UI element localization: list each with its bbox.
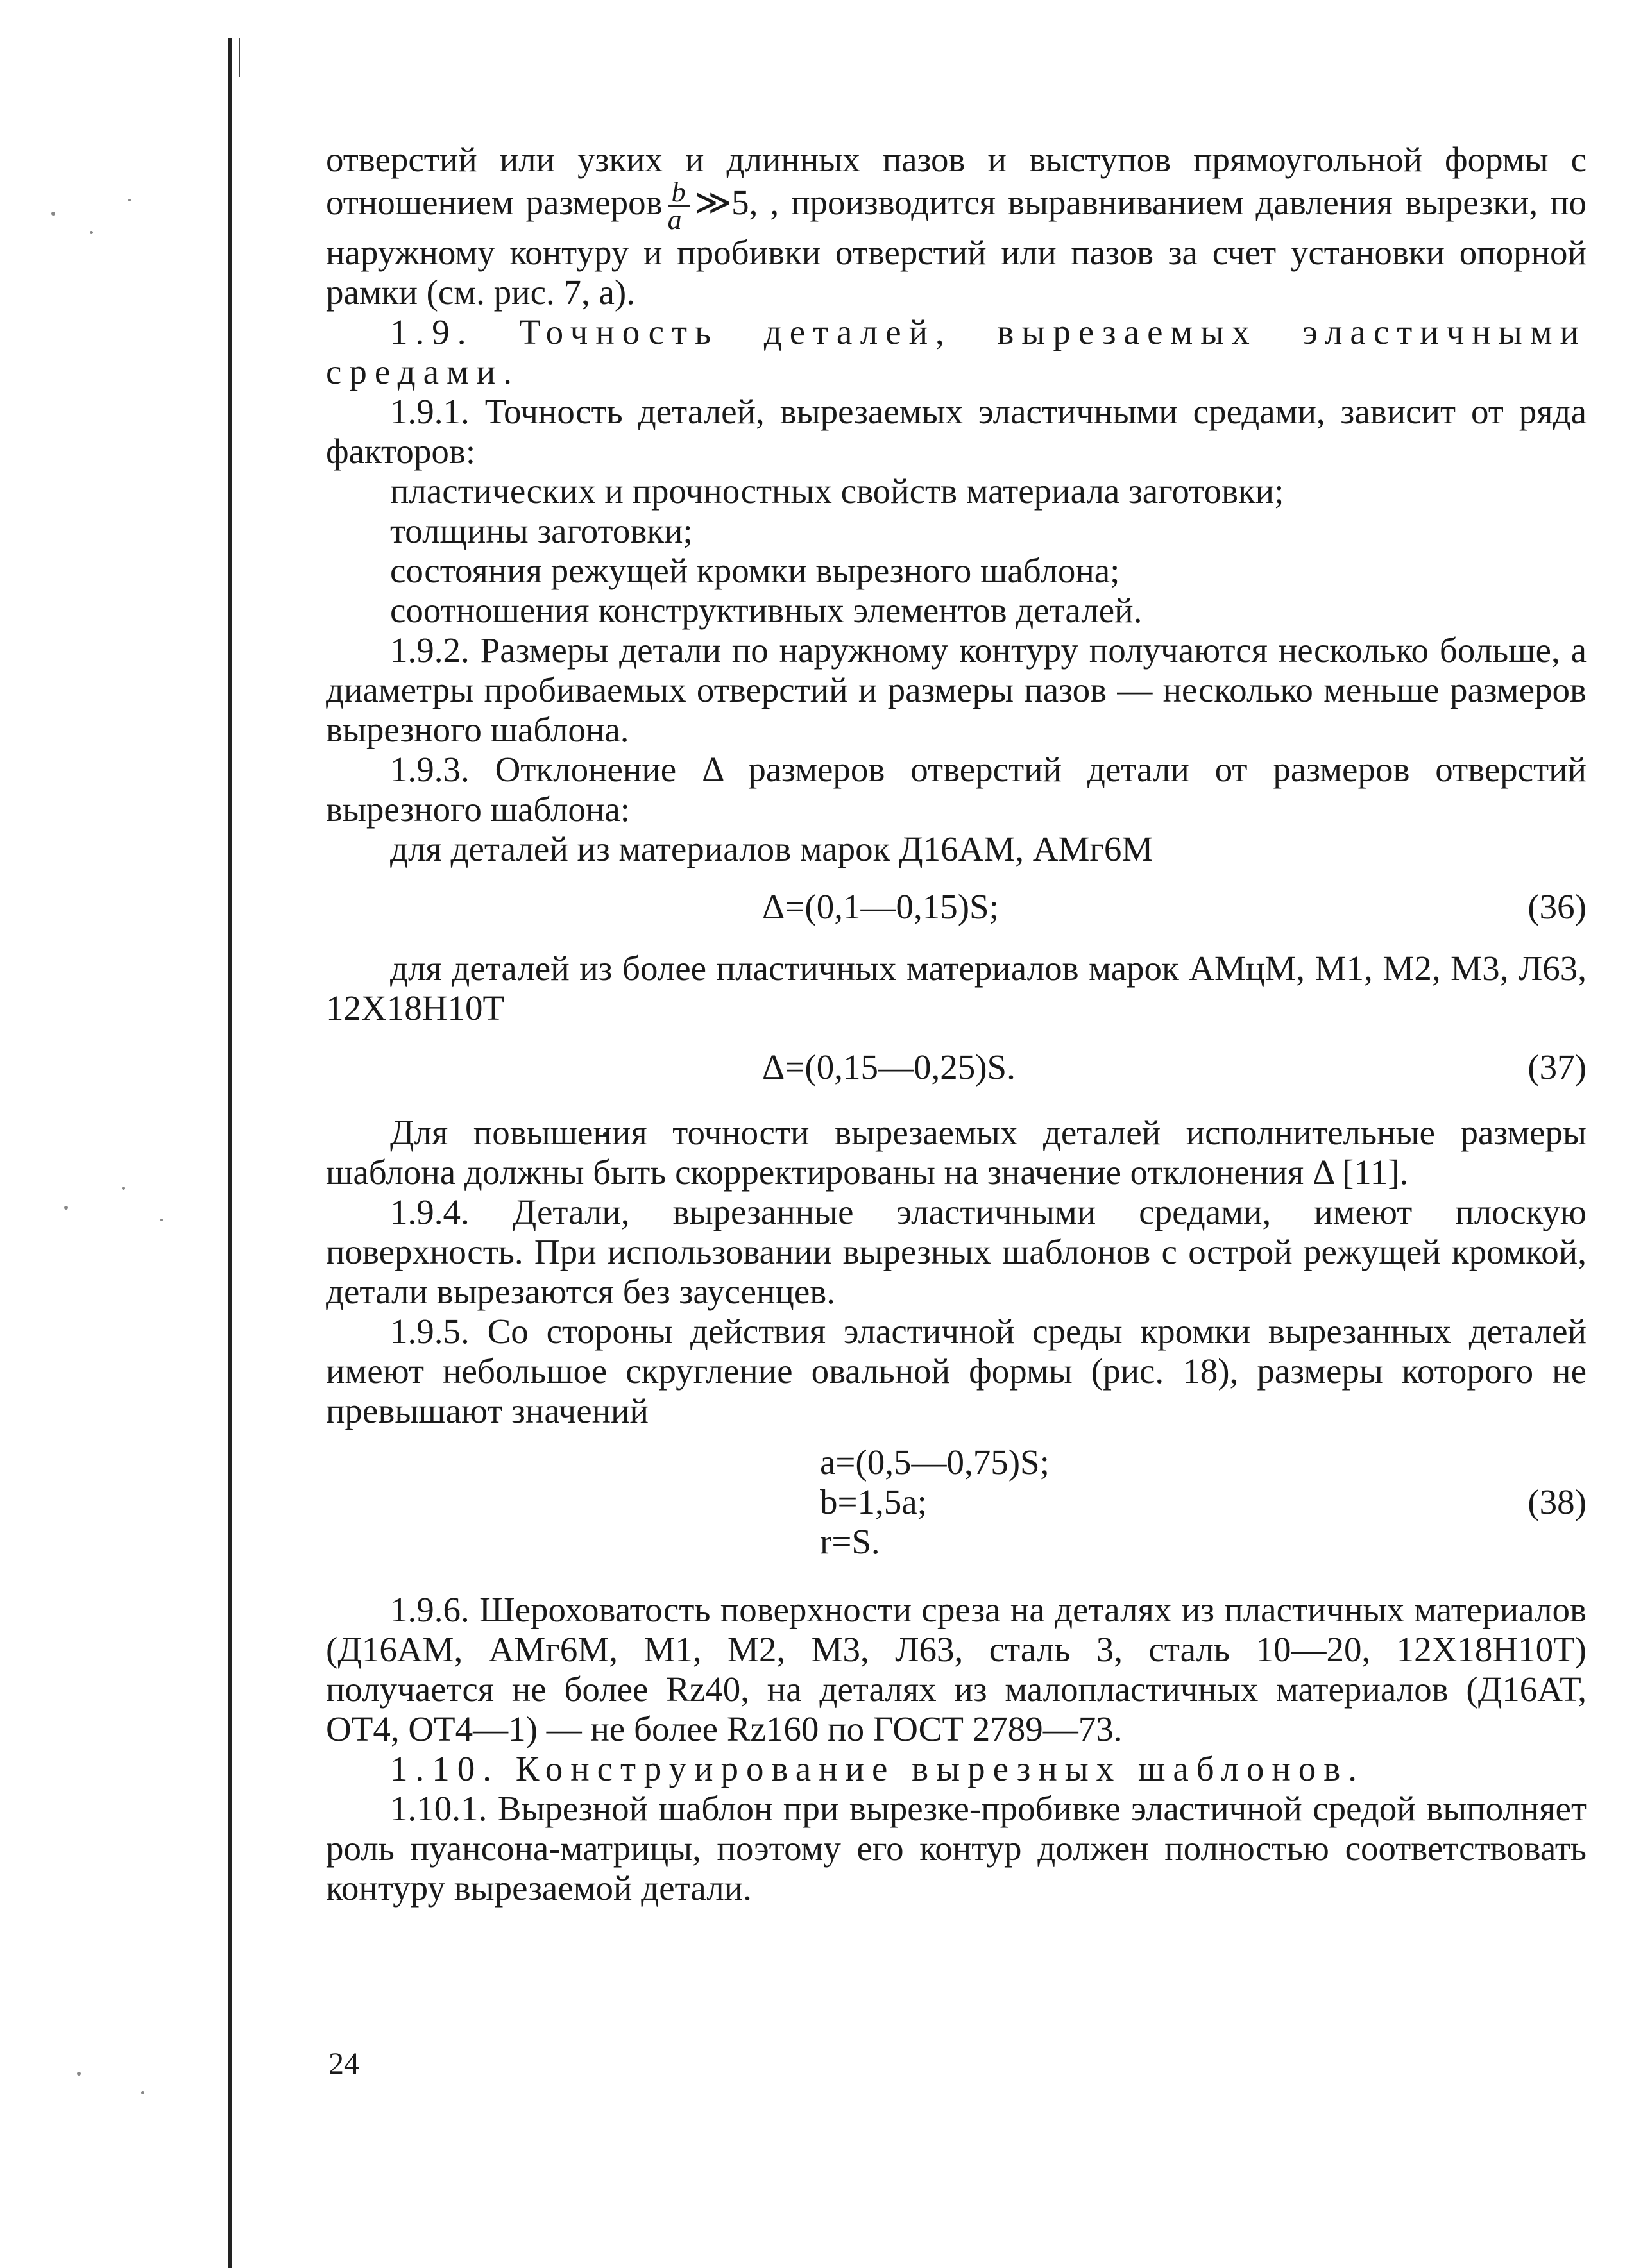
- paragraph-1-9-3: 1.9.3. Отклонение Δ размеров отверстий детали от размеров отверстий вырезного шаблона:: [326, 750, 1587, 829]
- text-column: [326, 140, 1587, 1908]
- paragraph-1-9-4: 1.9.4. Детали, вырезанные эластичными средами, имеют плоскую поверхность. При использовании вырезных шаблонов с острой режущей кромкой, детали вырезаются без заусенцев.: [326, 1192, 1587, 1311]
- paragraph-1-9-3-c: Для повышения точности вырезаемых деталей исполнительные размеры шаблона должны быть скорректированы на значение отклонения Δ [11].: [326, 1113, 1587, 1192]
- paragraph-1-9-1: 1.9.1. Точность деталей, вырезаемых эластичными средами, зависит от ряда факторов:: [326, 392, 1587, 471]
- paragraph-1-10-1: 1.10.1. Вырезной шаблон при вырезке-пробивке эластичной средой выполняет роль пуансона-матрицы, поэтому его контур должен полностью соответствовать контуру вырезаемой детали.: [326, 1789, 1587, 1908]
- binding-edge-mark: [239, 38, 240, 77]
- section-heading-1-9: 1.9. Точность деталей, вырезаемых эластичными средами.: [326, 312, 1587, 391]
- formula-37: [326, 1047, 1587, 1087]
- factor-item: соотношения конструктивных элементов деталей.: [390, 591, 1143, 630]
- section-heading-1-10: 1.10. Конструирование вырезных шаблонов.: [390, 1749, 1365, 1788]
- paragraph-1-9-3-a: для деталей из материалов марок Д16АМ, АМг6М: [390, 829, 1153, 868]
- scan-speck: [51, 212, 55, 216]
- scan-speck: [160, 1219, 163, 1221]
- scan-speck: [122, 1187, 125, 1190]
- formula-36-expression: Δ=(0,1—0,15)S;: [762, 887, 999, 926]
- factor-item: состояния режущей кромки вырезного шаблона;: [390, 551, 1120, 590]
- formula-37-number: (37): [1527, 1047, 1587, 1087]
- scan-speck: [128, 199, 131, 201]
- scan-speck: [77, 2072, 81, 2076]
- paragraph-intro: отверстий или узких и длинных пазов и выступов прямоугольной формы с отношением размеров $\frac{b}{a}$ ≫5, , производится выравниванием давления вырезки, по наружному контуру и пробивки отверстий или пазов за счет установки опорной рамки (см. рис. 7, а).: [326, 140, 1587, 312]
- factor-item: толщины заготовки;: [390, 511, 693, 550]
- formula-38-line-a: a=(0,5—0,75)S;: [820, 1443, 1050, 1482]
- factor-item: пластических и прочностных свойств материала заготовки;: [390, 471, 1284, 511]
- formula-38-line-r: r=S.: [820, 1522, 880, 1561]
- formula-37-expression: Δ=(0,15—0,25)S.: [762, 1047, 1016, 1087]
- page-number: 24: [328, 2047, 359, 2081]
- paragraph-1-9-2: 1.9.2. Размеры детали по наружному контуру получаются несколько больше, а диаметры пробиваемых отверстий и размеры пазов — несколько меньше размеров вырезного шаблона.: [326, 630, 1587, 749]
- ratio-fraction: $\frac{b}{a}$: [668, 180, 690, 233]
- binding-edge: [228, 38, 232, 2268]
- formula-38-number: (38): [1527, 1482, 1587, 1521]
- formula-38-line-b: b=1,5a;: [820, 1482, 927, 1521]
- scan-speck: [90, 231, 93, 234]
- paragraph-1-9-5: 1.9.5. Со стороны действия эластичной среды кромки вырезанных деталей имеют небольшое скругление овальной формы (рис. 18), размеры которого не превышают значений: [326, 1312, 1587, 1430]
- formula-38: [326, 1443, 1587, 1562]
- formula-36: [326, 887, 1587, 927]
- paragraph-1-9-6: 1.9.6. Шероховатость поверхности среза на деталях из пластичных материалов (Д16АМ, АМг6М, М1, М2, М3, Л63, сталь 3, сталь 10—20, 12Х18Н10Т) получается не более Rz40, на деталях из малопластичных материалов (Д16АТ, ОТ4, ОТ4—1) — не более Rz160 по ГОСТ 2789—73.: [326, 1590, 1587, 1748]
- scan-speck: [141, 2091, 144, 2094]
- scan-speck: [64, 1206, 68, 1210]
- paragraph-1-9-3-b: для деталей из более пластичных материалов марок АМцМ, М1, М2, М3, Л63, 12Х18Н10Т: [326, 949, 1587, 1028]
- formula-36-number: (36): [1527, 887, 1587, 926]
